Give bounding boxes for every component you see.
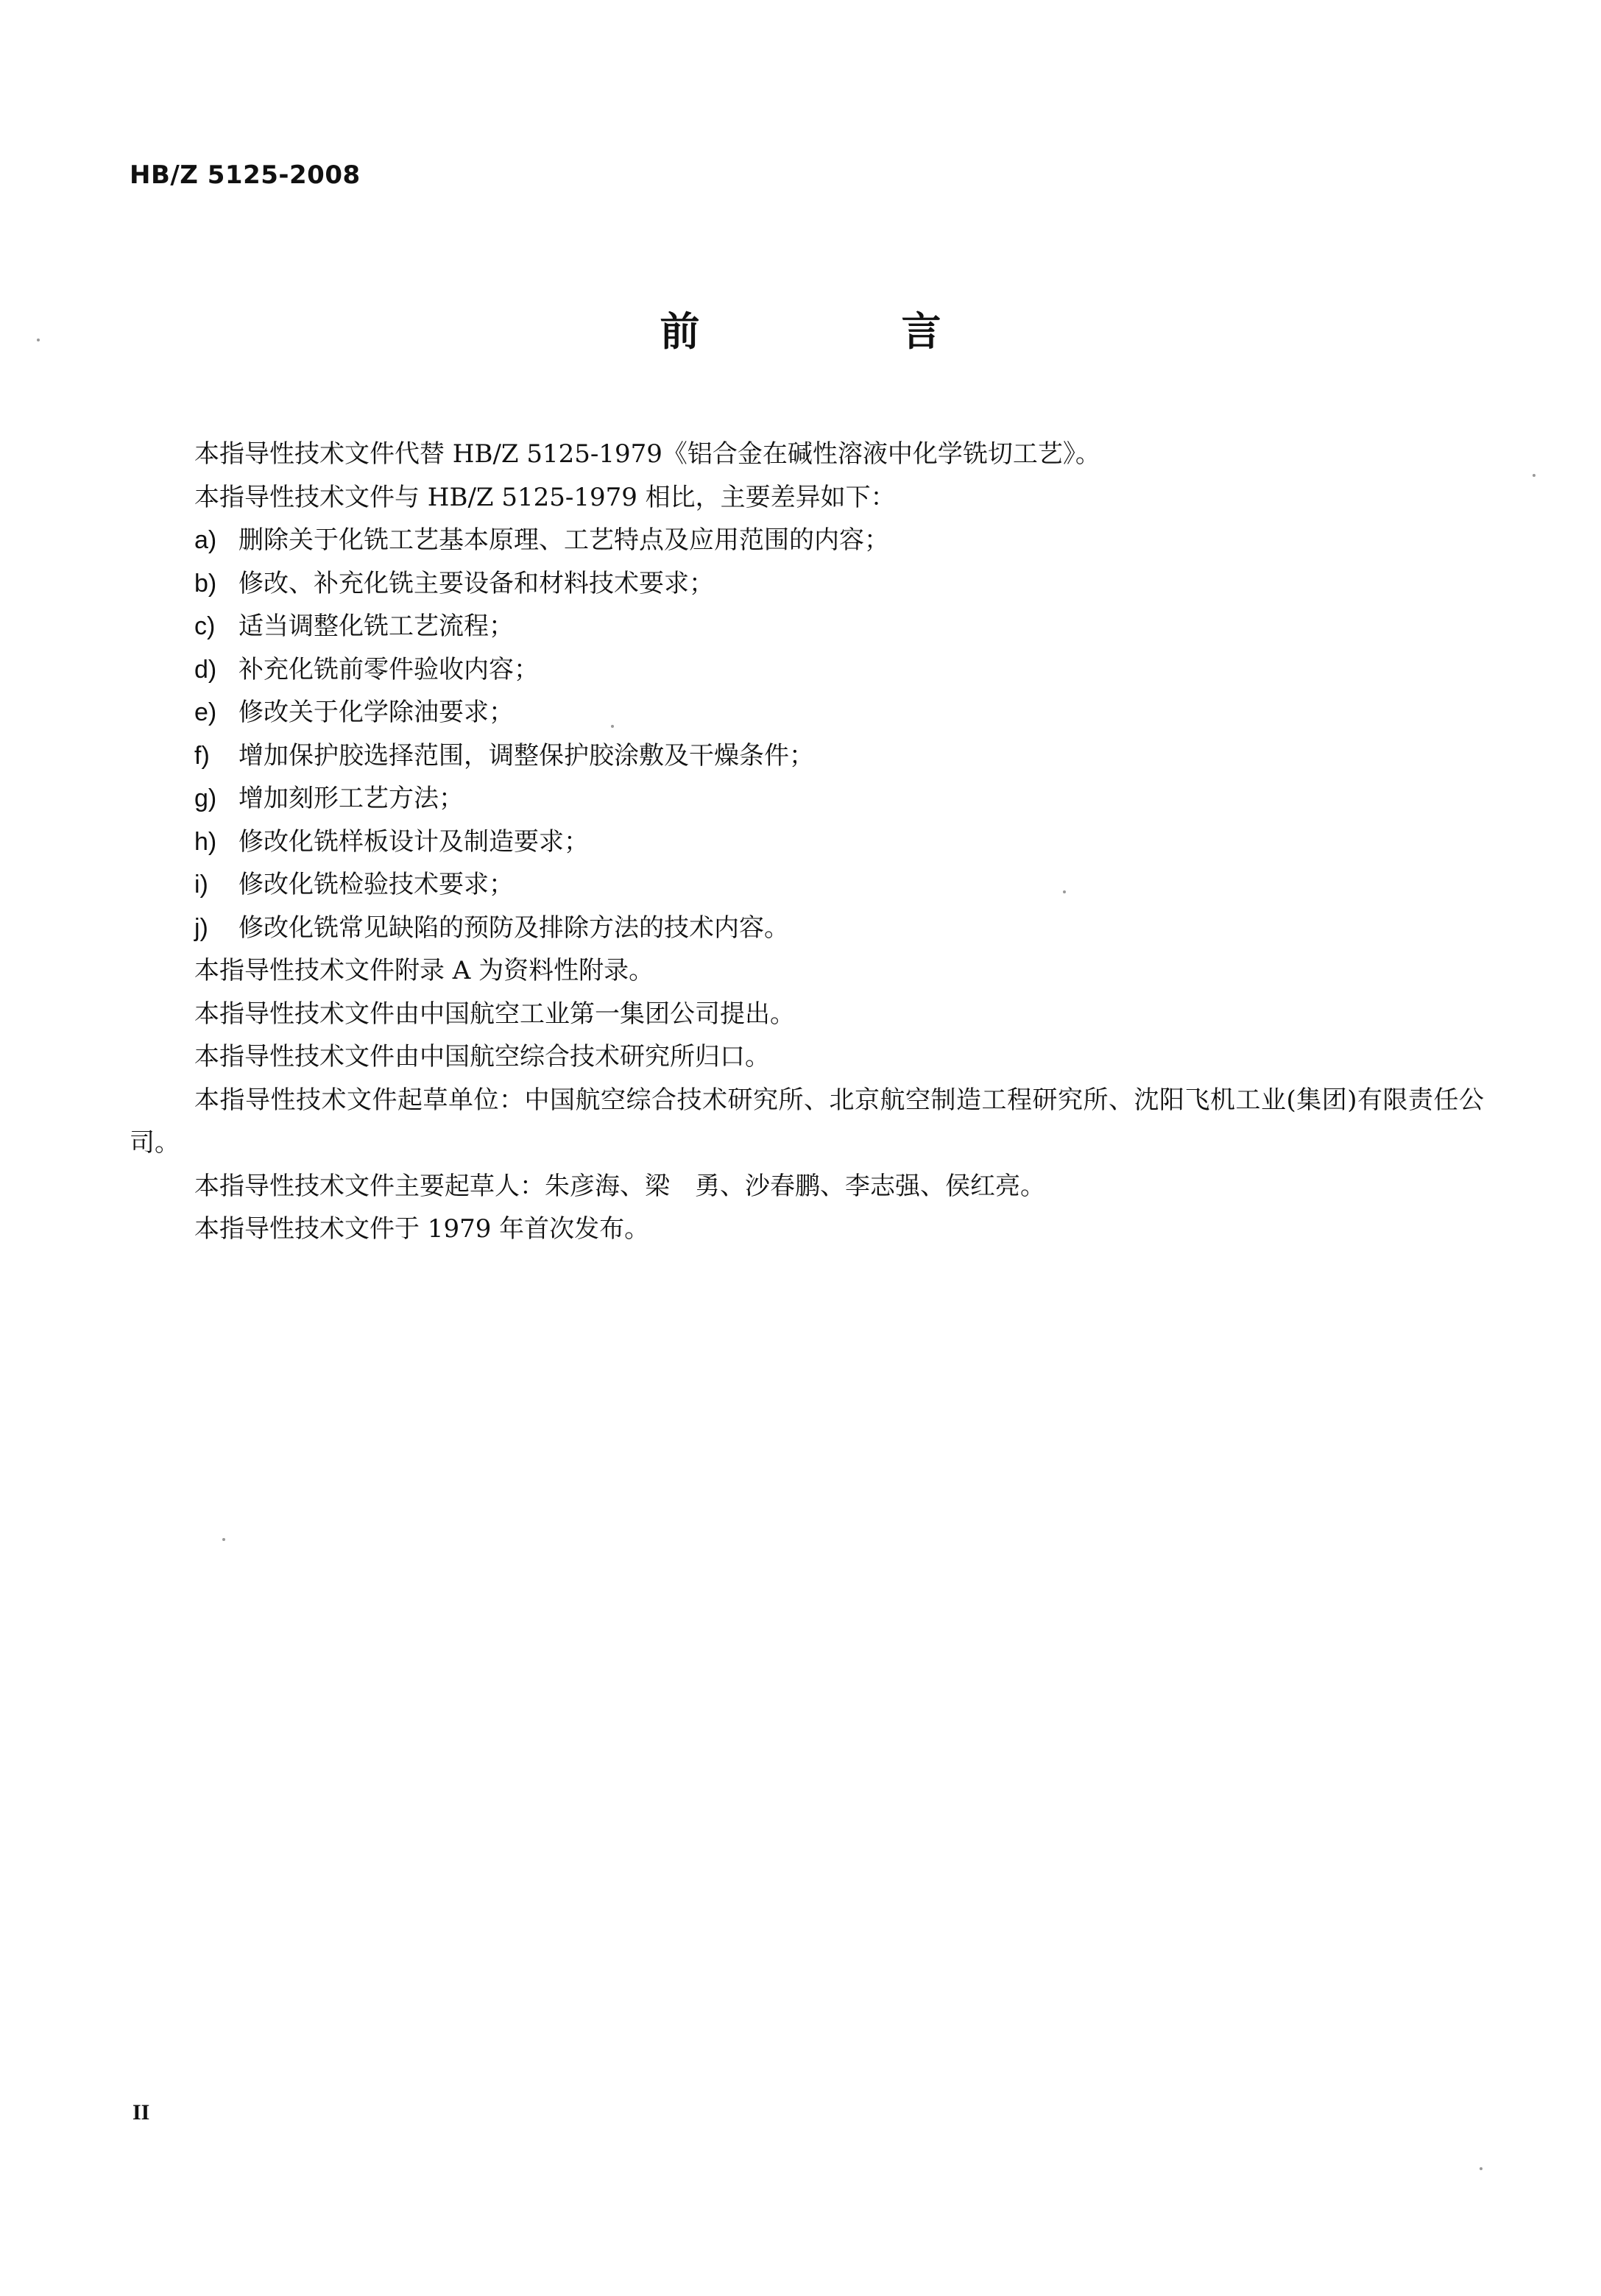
list-marker: d) bbox=[194, 655, 217, 684]
proposed-by-paragraph: 本指导性技术文件由中国航空工业第一集团公司提出。 bbox=[194, 999, 795, 1029]
list-item-text: 修改化铣检验技术要求； bbox=[238, 870, 514, 899]
appendix-paragraph: 本指导性技术文件附录 A 为资料性附录。 bbox=[194, 956, 654, 985]
list-marker: c) bbox=[194, 612, 216, 640]
list-item-text: 删除关于化铣工艺基本原理、工艺特点及应用范围的内容； bbox=[238, 525, 889, 555]
list-item-text: 修改、补充化铣主要设备和材料技术要求； bbox=[238, 568, 714, 598]
page-number: II bbox=[132, 2100, 150, 2125]
drafting-units-paragraph: 本指导性技术文件起草单位：中国航空综合技术研究所、北京航空制造工程研究所、沈阳飞机工业(集团)有限责任公司。 bbox=[130, 1085, 1484, 1158]
list-item-text: 修改化铣常见缺陷的预防及排除方法的技术内容。 bbox=[238, 913, 789, 943]
scan-speck bbox=[222, 1538, 225, 1541]
scan-speck bbox=[1480, 2167, 1482, 2170]
scan-speck bbox=[1533, 474, 1535, 477]
first-issue-paragraph: 本指导性技术文件于 1979 年首次发布。 bbox=[194, 1214, 650, 1244]
page-title: 前 言 bbox=[660, 308, 1022, 355]
list-item bbox=[130, 519, 1484, 562]
list-marker: b) bbox=[194, 569, 217, 598]
list-item bbox=[130, 863, 1484, 907]
scan-speck bbox=[1063, 890, 1066, 893]
list-item bbox=[130, 605, 1484, 648]
intro-paragraph-1: 本指导性技术文件代替 HB/Z 5125-1979《铝合金在碱性溶液中化学铣切工艺》。 bbox=[194, 439, 1100, 469]
list-item bbox=[130, 691, 1484, 734]
document-code: HB/Z 5125-2008 bbox=[130, 160, 361, 190]
list-item-text: 适当调整化铣工艺流程； bbox=[238, 612, 514, 641]
list-item bbox=[130, 777, 1484, 821]
list-item bbox=[130, 648, 1484, 692]
list-marker: i) bbox=[194, 871, 208, 899]
list-item-text: 修改关于化学除油要求； bbox=[238, 698, 514, 727]
list-marker: g) bbox=[194, 784, 217, 812]
drafters-paragraph: 本指导性技术文件主要起草人：朱彦海、梁 勇、沙春鹏、李志强、侯红亮。 bbox=[194, 1171, 1045, 1201]
list-item bbox=[130, 562, 1484, 606]
preface-body bbox=[130, 433, 1484, 1251]
list-item bbox=[130, 821, 1484, 864]
list-item-text: 增加保护胶选择范围，调整保护胶涂敷及干燥条件； bbox=[238, 740, 814, 770]
list-marker: a) bbox=[194, 526, 217, 554]
list-item-text: 增加刻形工艺方法； bbox=[238, 784, 464, 813]
intro-paragraph-2: 本指导性技术文件与 HB/Z 5125-1979 相比，主要差异如下： bbox=[194, 482, 896, 512]
list-item-text: 补充化铣前零件验收内容； bbox=[238, 654, 539, 684]
scan-speck bbox=[611, 725, 614, 728]
scan-speck bbox=[37, 339, 40, 341]
list-marker: j) bbox=[194, 913, 208, 942]
list-marker: f) bbox=[194, 741, 210, 770]
list-marker: h) bbox=[194, 827, 217, 856]
changes-list bbox=[130, 519, 1484, 949]
managed-by-paragraph: 本指导性技术文件由中国航空综合技术研究所归口。 bbox=[194, 1042, 770, 1071]
list-item bbox=[130, 734, 1484, 778]
list-item bbox=[130, 907, 1484, 950]
list-marker: e) bbox=[194, 698, 217, 726]
list-item-text: 修改化铣样板设计及制造要求； bbox=[238, 826, 589, 857]
